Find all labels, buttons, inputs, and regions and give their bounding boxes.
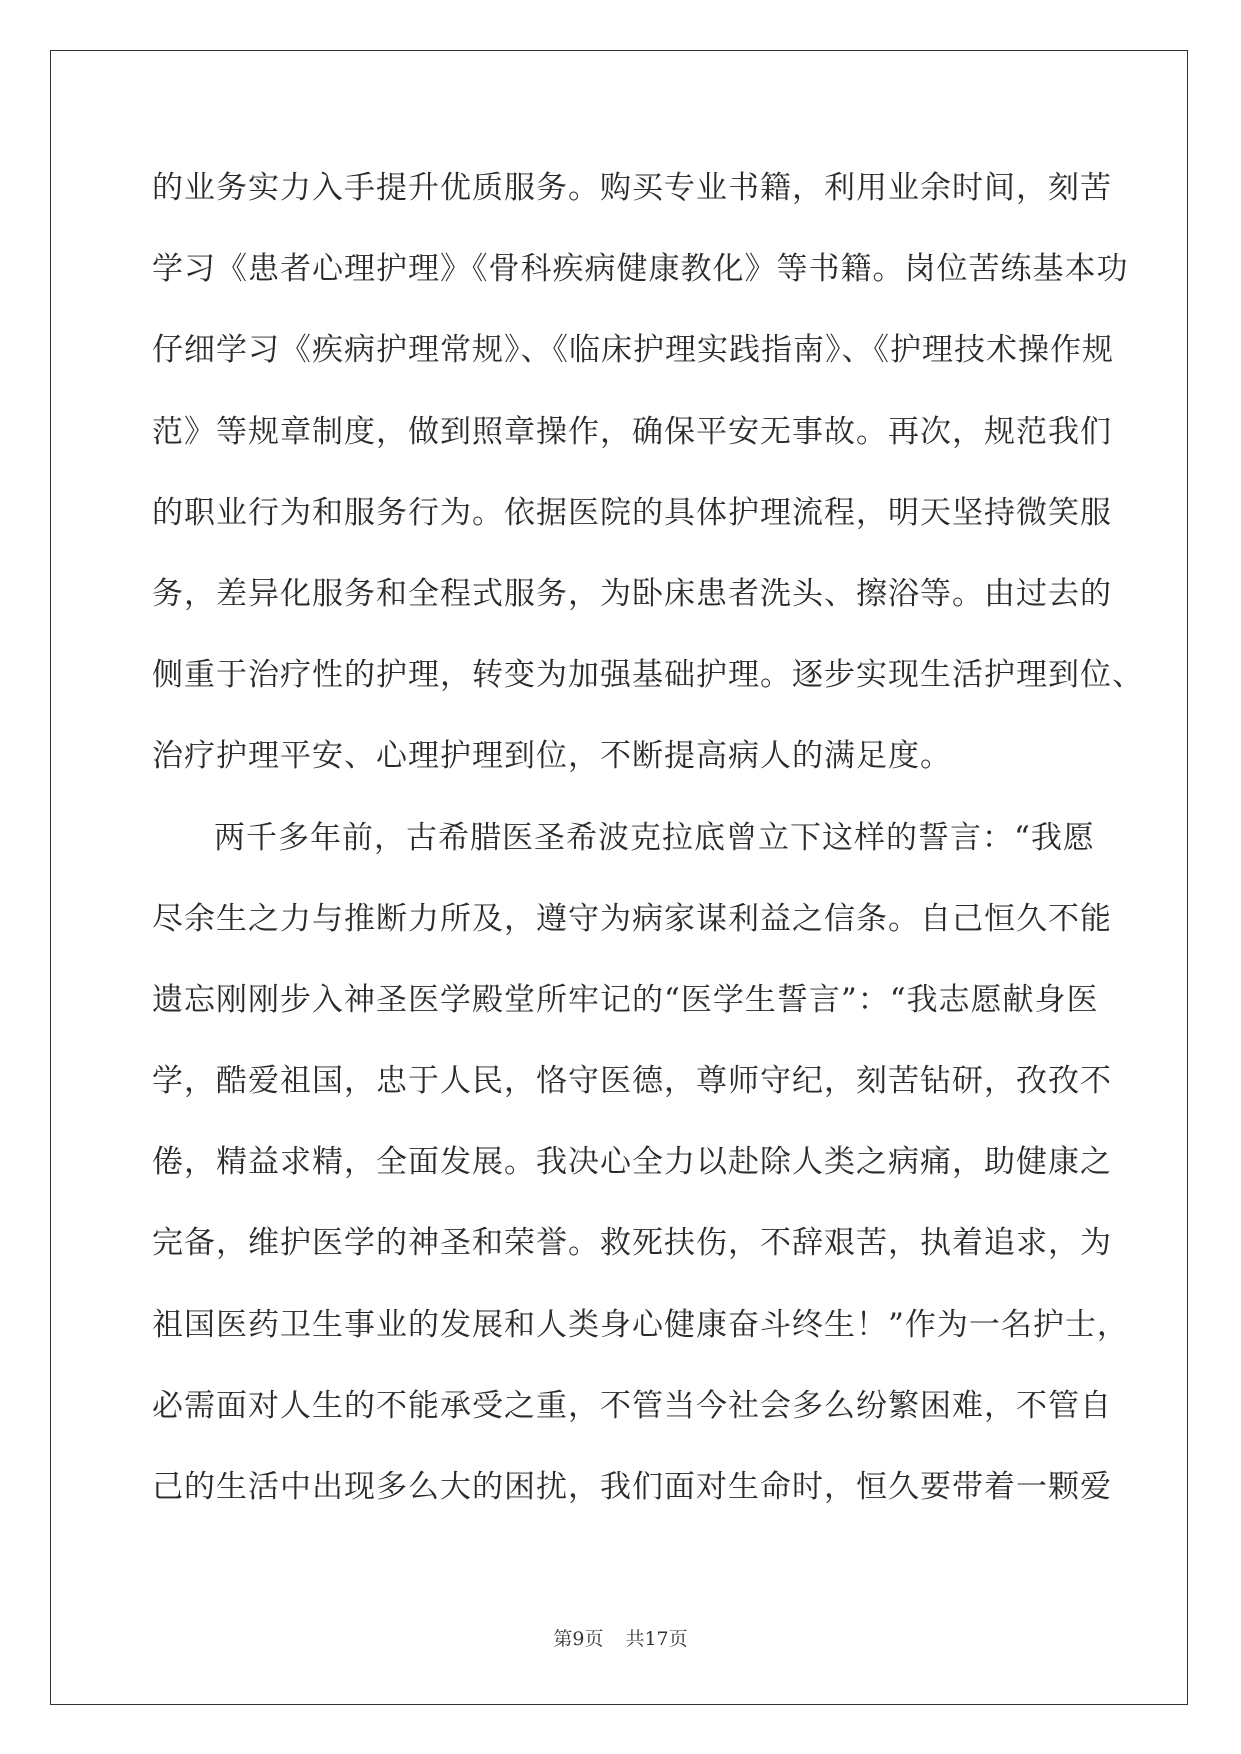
page-total: 共17页: [625, 1628, 688, 1650]
text-line: 完备，维护医学的神圣和荣誉。救死扶伤，不辞艰苦，执着追求，为: [152, 1225, 1112, 1262]
page-footer: [0, 1624, 1241, 1651]
text-line: 治疗护理平安、心理护理到位，不断提高病人的满足度。: [152, 738, 952, 775]
text-line: 仔细学习《疾病护理常规》、《临床护理实践指南》、《护理技术操作规: [152, 332, 1114, 369]
text-line: 必需面对人生的不能承受之重，不管当今社会多么纷繁困难，不管自: [152, 1387, 1112, 1424]
text-line: 的业务实力入手提升优质服务。购买专业书籍，利用业余时间，刻苦: [152, 170, 1112, 206]
paragraph-start-line: 两千多年前，古希腊医圣希波克拉底曾立下这样的誓言：“我愿: [214, 819, 1095, 856]
text-line: 的职业行为和服务行为。依据医院的具体护理流程，明天坚持微笑服: [152, 494, 1112, 531]
text-line: 遗忘刚刚步入神圣医学殿堂所牢记的“医学生誓言”：“我志愿献身医: [152, 981, 1099, 1018]
text-line: 倦，精益求精，全面发展。我决心全力以赴除人类之病痛，助健康之: [152, 1144, 1112, 1181]
text-line: 范》等规章制度，做到照章操作，确保平安无事故。再次，规范我们: [152, 413, 1112, 450]
text-line: 己的生活中出现多么大的困扰，我们面对生命时，恒久要带着一颗爱: [152, 1469, 1112, 1505]
text-line: 学习《患者心理护理》《骨科疾病健康教化》等书籍。岗位苦练基本功: [152, 251, 1129, 288]
text-line: 学，酷爱祖国，忠于人民，恪守医德，尊师守纪，刻苦钻研，孜孜不: [152, 1063, 1112, 1100]
text-line: 尽余生之力与推断力所及，遵守为病家谋利益之信条。自己恒久不能: [152, 900, 1112, 937]
text-line: 祖国医药卫生事业的发展和人类身心健康奋斗终生！”作为一名护士，: [152, 1306, 1129, 1343]
page-number: 第9页: [553, 1628, 604, 1650]
text-line: 侧重于治疗性的护理，转变为加强基础护理。逐步实现生活护理到位、: [152, 657, 1144, 694]
body-text: [152, 168, 1144, 1548]
text-line: 务，差异化服务和全程式服务，为卧床患者洗头、擦浴等。由过去的: [152, 575, 1112, 612]
